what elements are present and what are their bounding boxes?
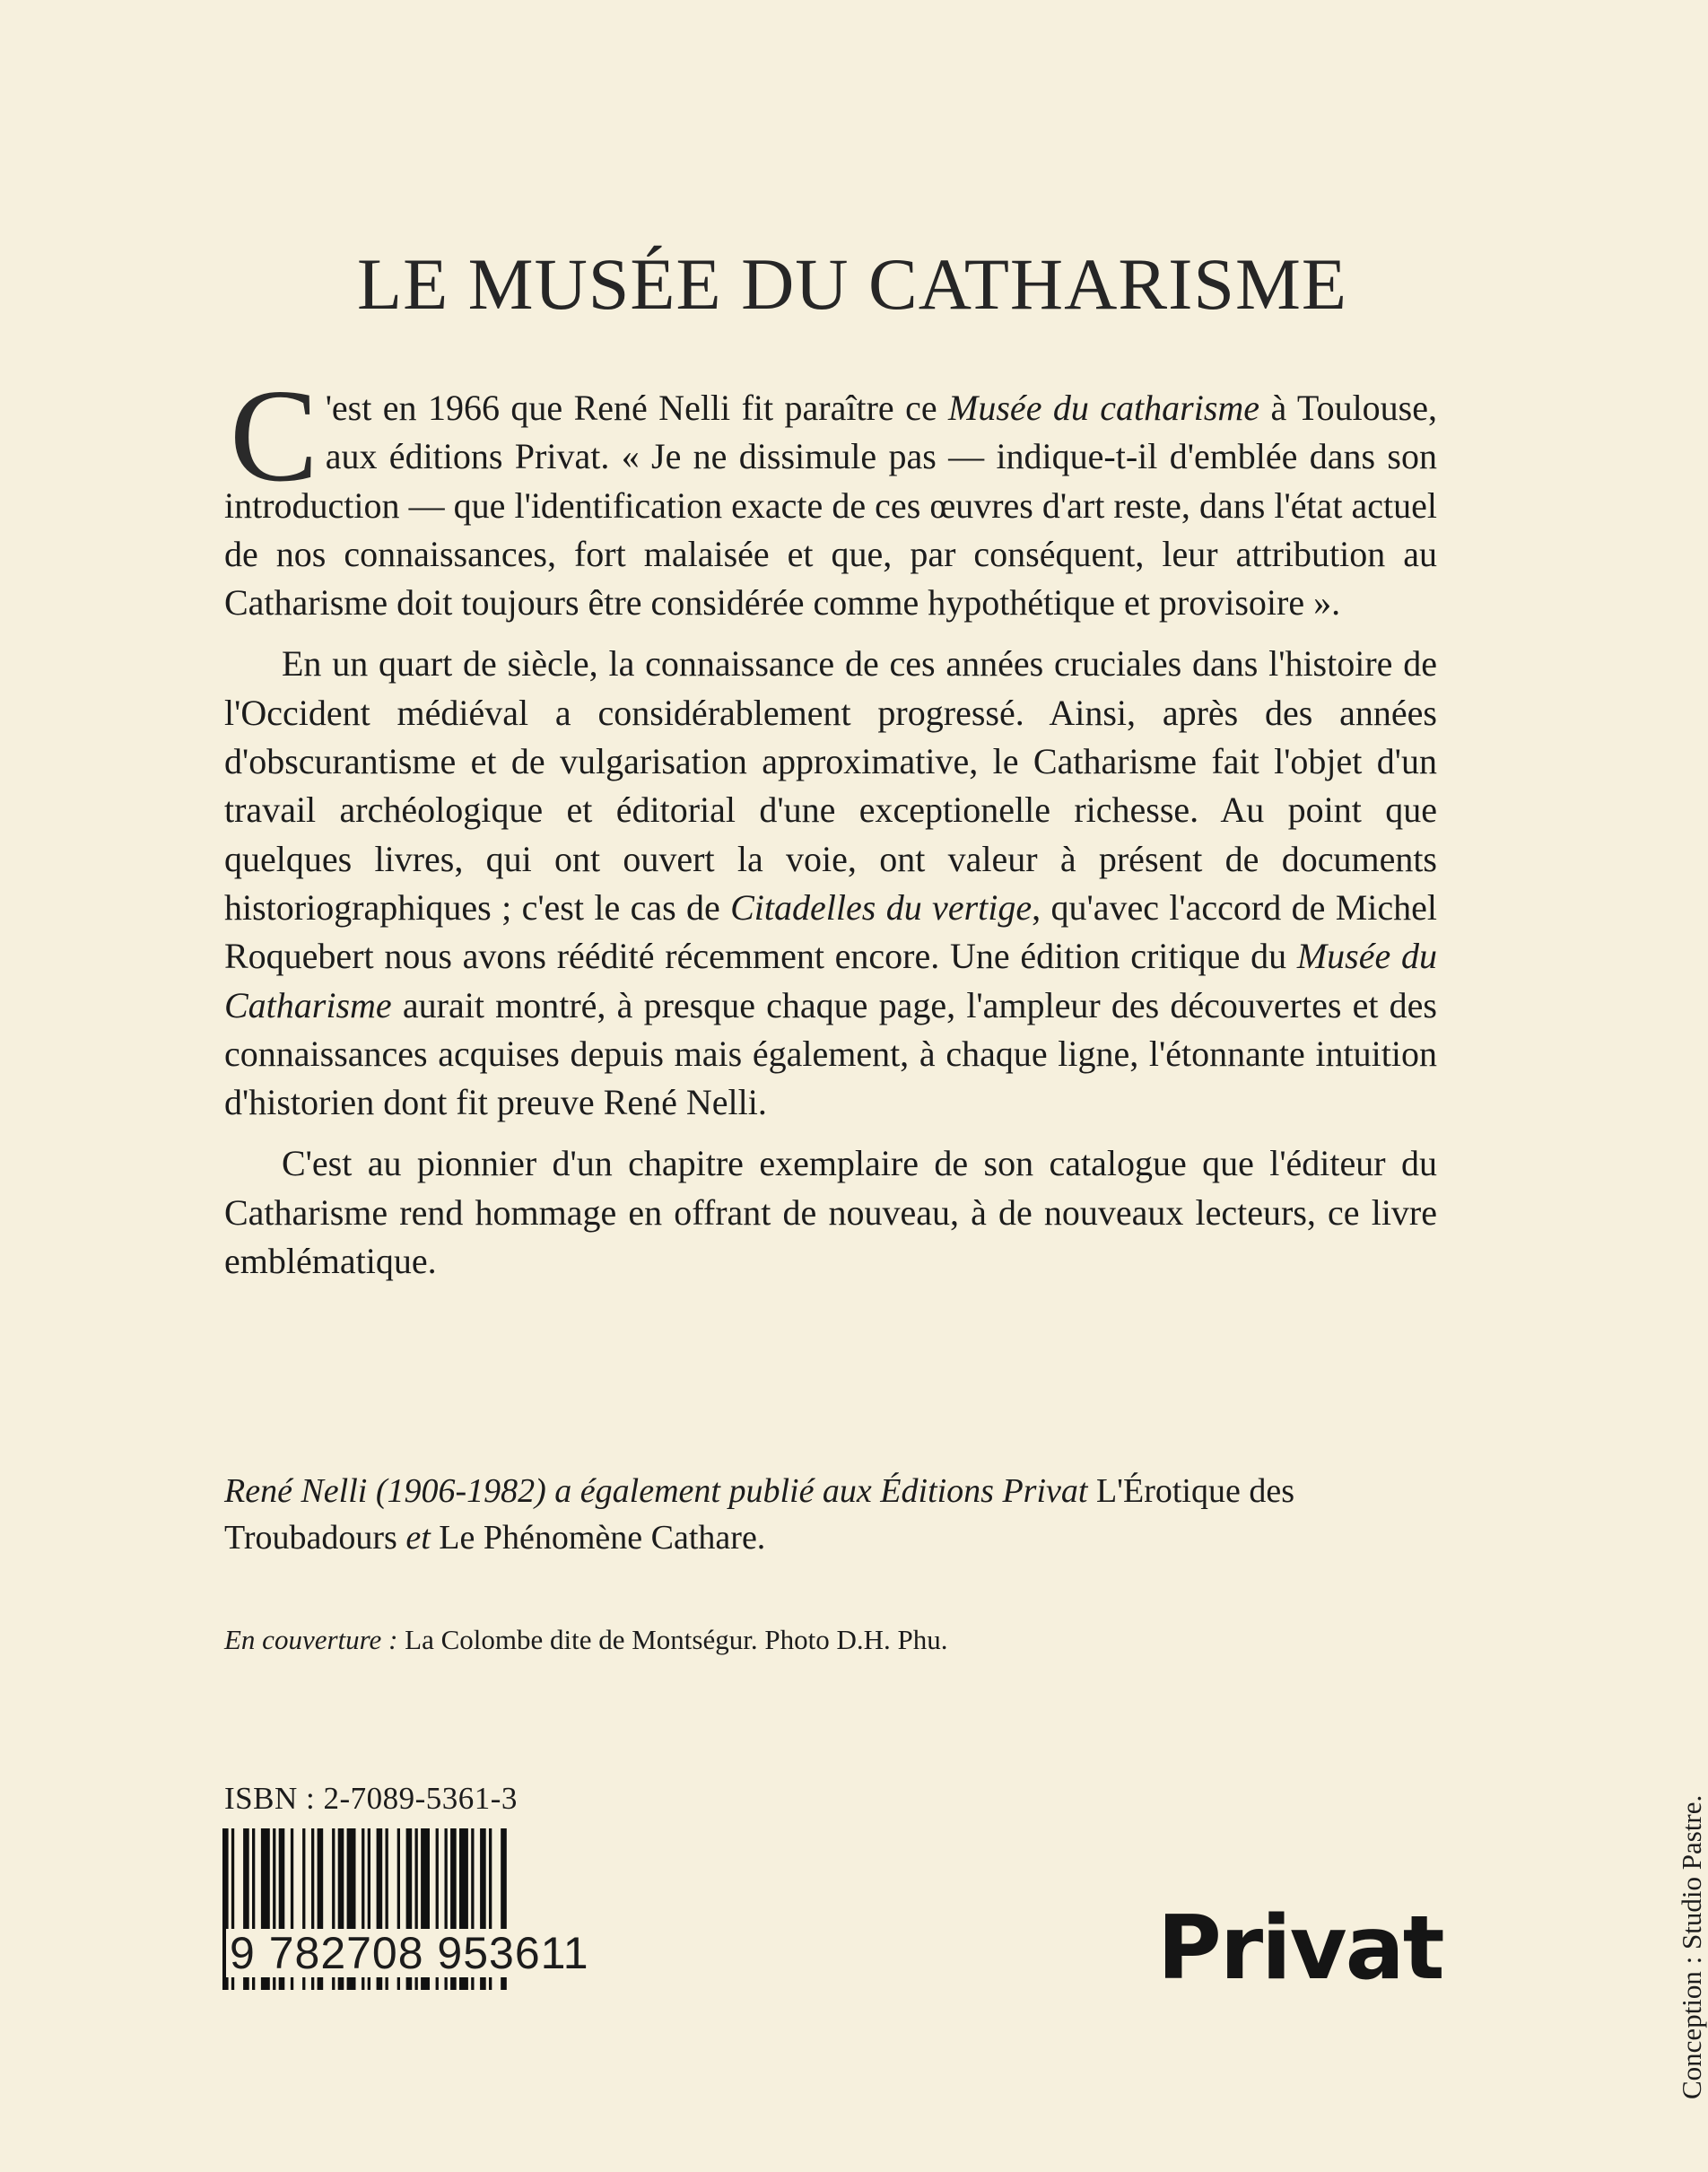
author-bio xyxy=(224,1468,1437,1561)
paragraph-3: C'est au pionnier d'un chapitre exemplaire de son catalogue que l'éditeur du Catharisme rend hommage en offrant de nouveau, à de nouveaux lecteurs, ce livre emblématique. xyxy=(224,1143,1437,1282)
publisher-logo: Privat xyxy=(1157,1897,1443,2000)
bio-book-2: Le Phénomène Cathare. xyxy=(430,1519,766,1557)
p2-book-title-1: Citadelles du vertige xyxy=(730,886,1033,928)
p2-book-title-2: Musée du Catharisme xyxy=(224,936,1437,1025)
paragraph-2 xyxy=(224,640,1437,1127)
intro-paragraph xyxy=(224,362,1438,627)
bio-text-1: René Nelli (1906-1982) a également publié aux Éditions Privat xyxy=(224,1472,1088,1510)
book-title: LE MUSÉE DU CATHARISME xyxy=(357,243,1347,325)
p2-text-1: En un quart de siècle, la connaissance de ces années cruciales dans l'histoire de l'Occident médiéval a considérablement progressé. Ainsi, après des années d'obscurantisme et de vulgarisation approximative, le Catharisme fait l'objet d'un travail archéologique et éditorial d'une exceptionelle richesse. Au point que quelques livres, qui ont ouvert la voie, ont valeur à présent de documents historiographiques ; c'est le cas de xyxy=(224,643,1437,928)
design-credit: Conception : Studio Pastre. xyxy=(1676,1794,1707,2099)
intro-text-2: à Toulouse, aux éditions Privat. « Je ne dissimule pas — indique-t-il d'emblée dans son introduction — que l'identification exacte de ces œuvres d'art reste, dans l'état actuel de nos connaissances, fort malaisée et que, par conséquent, leur attribution au Catharisme doit toujours être considérée comme hypothétique et provisoire ». xyxy=(224,388,1438,624)
barcode-digits: 9 782708 953611 xyxy=(226,1929,628,1977)
cover-credit-label: En couverture : xyxy=(224,1624,398,1655)
blurb xyxy=(224,362,1438,1286)
bio-book-1: L'Érotique des Troubadours xyxy=(224,1472,1295,1557)
drop-cap: C xyxy=(230,362,318,510)
p2-text-2: , qu'avec l'accord de Michel Roquebert nous avons réédité récemment encore. Une édition critique du xyxy=(224,886,1438,977)
bio-conjunction: et xyxy=(396,1519,431,1557)
cover-credit xyxy=(224,1622,1301,1658)
p2-text-3: aurait montré, à presque chaque page, l'ampleur des découvertes et des connaissances acquises depuis mais également, à chaque ligne, l'étonnante intuition d'historien dont fit preuve René Nelli. xyxy=(224,984,1437,1123)
cover-credit-text: La Colombe dite de Montségur. Photo D.H. Phu. xyxy=(397,1624,948,1655)
intro-book-title: Musée du catharisme xyxy=(948,388,1260,428)
isbn: ISBN : 2-7089-5361-3 xyxy=(224,1781,518,1816)
intro-text-1: 'est en 1966 que René Nelli fit paraître ce xyxy=(325,388,949,428)
